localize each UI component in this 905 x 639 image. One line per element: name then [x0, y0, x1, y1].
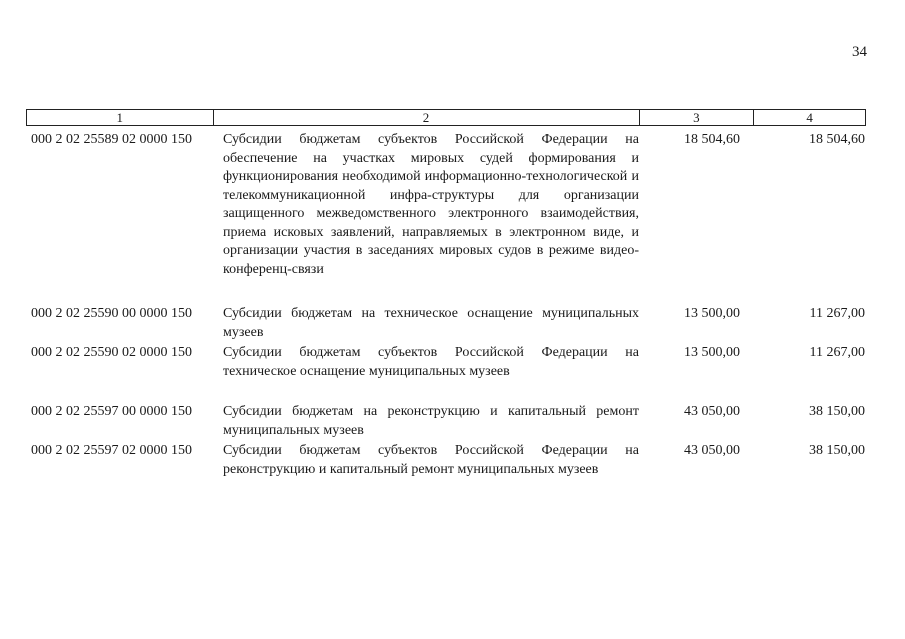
row-value-col4: 18 504,60	[809, 132, 865, 147]
row-code: 000 2 02 25590 02 0000 150	[31, 345, 192, 360]
row-code: 000 2 02 25589 02 0000 150	[31, 132, 192, 147]
table-row	[26, 305, 866, 342]
row-value-col3: 18 504,60	[684, 132, 740, 147]
row-code: 000 2 02 25597 02 0000 150	[31, 443, 192, 458]
row-value-col3: 13 500,00	[684, 306, 740, 321]
table-row	[26, 403, 866, 440]
page-number: 34	[852, 44, 867, 60]
table-row	[26, 131, 866, 279]
budget-table	[26, 109, 866, 479]
table-row	[26, 344, 866, 381]
row-description: Субсидии бюджетам субъектов Российской Федерации на реконструкцию и капитальный ремонт муниципальных музеев	[223, 443, 639, 477]
row-value-col3: 43 050,00	[684, 404, 740, 419]
row-description: Субсидии бюджетам на реконструкцию и капитальный ремонт муниципальных музеев	[223, 404, 639, 438]
row-value-col4: 11 267,00	[809, 345, 865, 360]
row-description: Субсидии бюджетам субъектов Российской Федерации на обеспечение на участках мировых судей формирования и функционирования необходимой информационно-технологической и телекоммуникационной инфра-структуры для организации защищенного межведомственного электронного взаимодействия, приема исковых заявлений, направляемых в электронном виде, и организации участия в заседаниях мировых судов в режиме видео-конференц-связи	[223, 132, 639, 277]
column-header-4: 4	[753, 110, 865, 125]
row-value-col4: 11 267,00	[809, 306, 865, 321]
row-description: Субсидии бюджетам на техническое оснащение муниципальных музеев	[223, 306, 639, 340]
row-value-col3: 43 050,00	[684, 443, 740, 458]
column-header-2: 2	[213, 110, 639, 125]
column-header-3: 3	[639, 110, 754, 125]
table-row	[26, 442, 866, 479]
table-header-row	[26, 109, 866, 126]
row-code: 000 2 02 25597 00 0000 150	[31, 404, 192, 419]
row-code: 000 2 02 25590 00 0000 150	[31, 306, 192, 321]
row-value-col4: 38 150,00	[809, 404, 865, 419]
row-description: Субсидии бюджетам субъектов Российской Федерации на техническое оснащение муниципальных музеев	[223, 345, 639, 379]
column-header-1: 1	[116, 110, 124, 125]
row-value-col4: 38 150,00	[809, 443, 865, 458]
row-value-col3: 13 500,00	[684, 345, 740, 360]
